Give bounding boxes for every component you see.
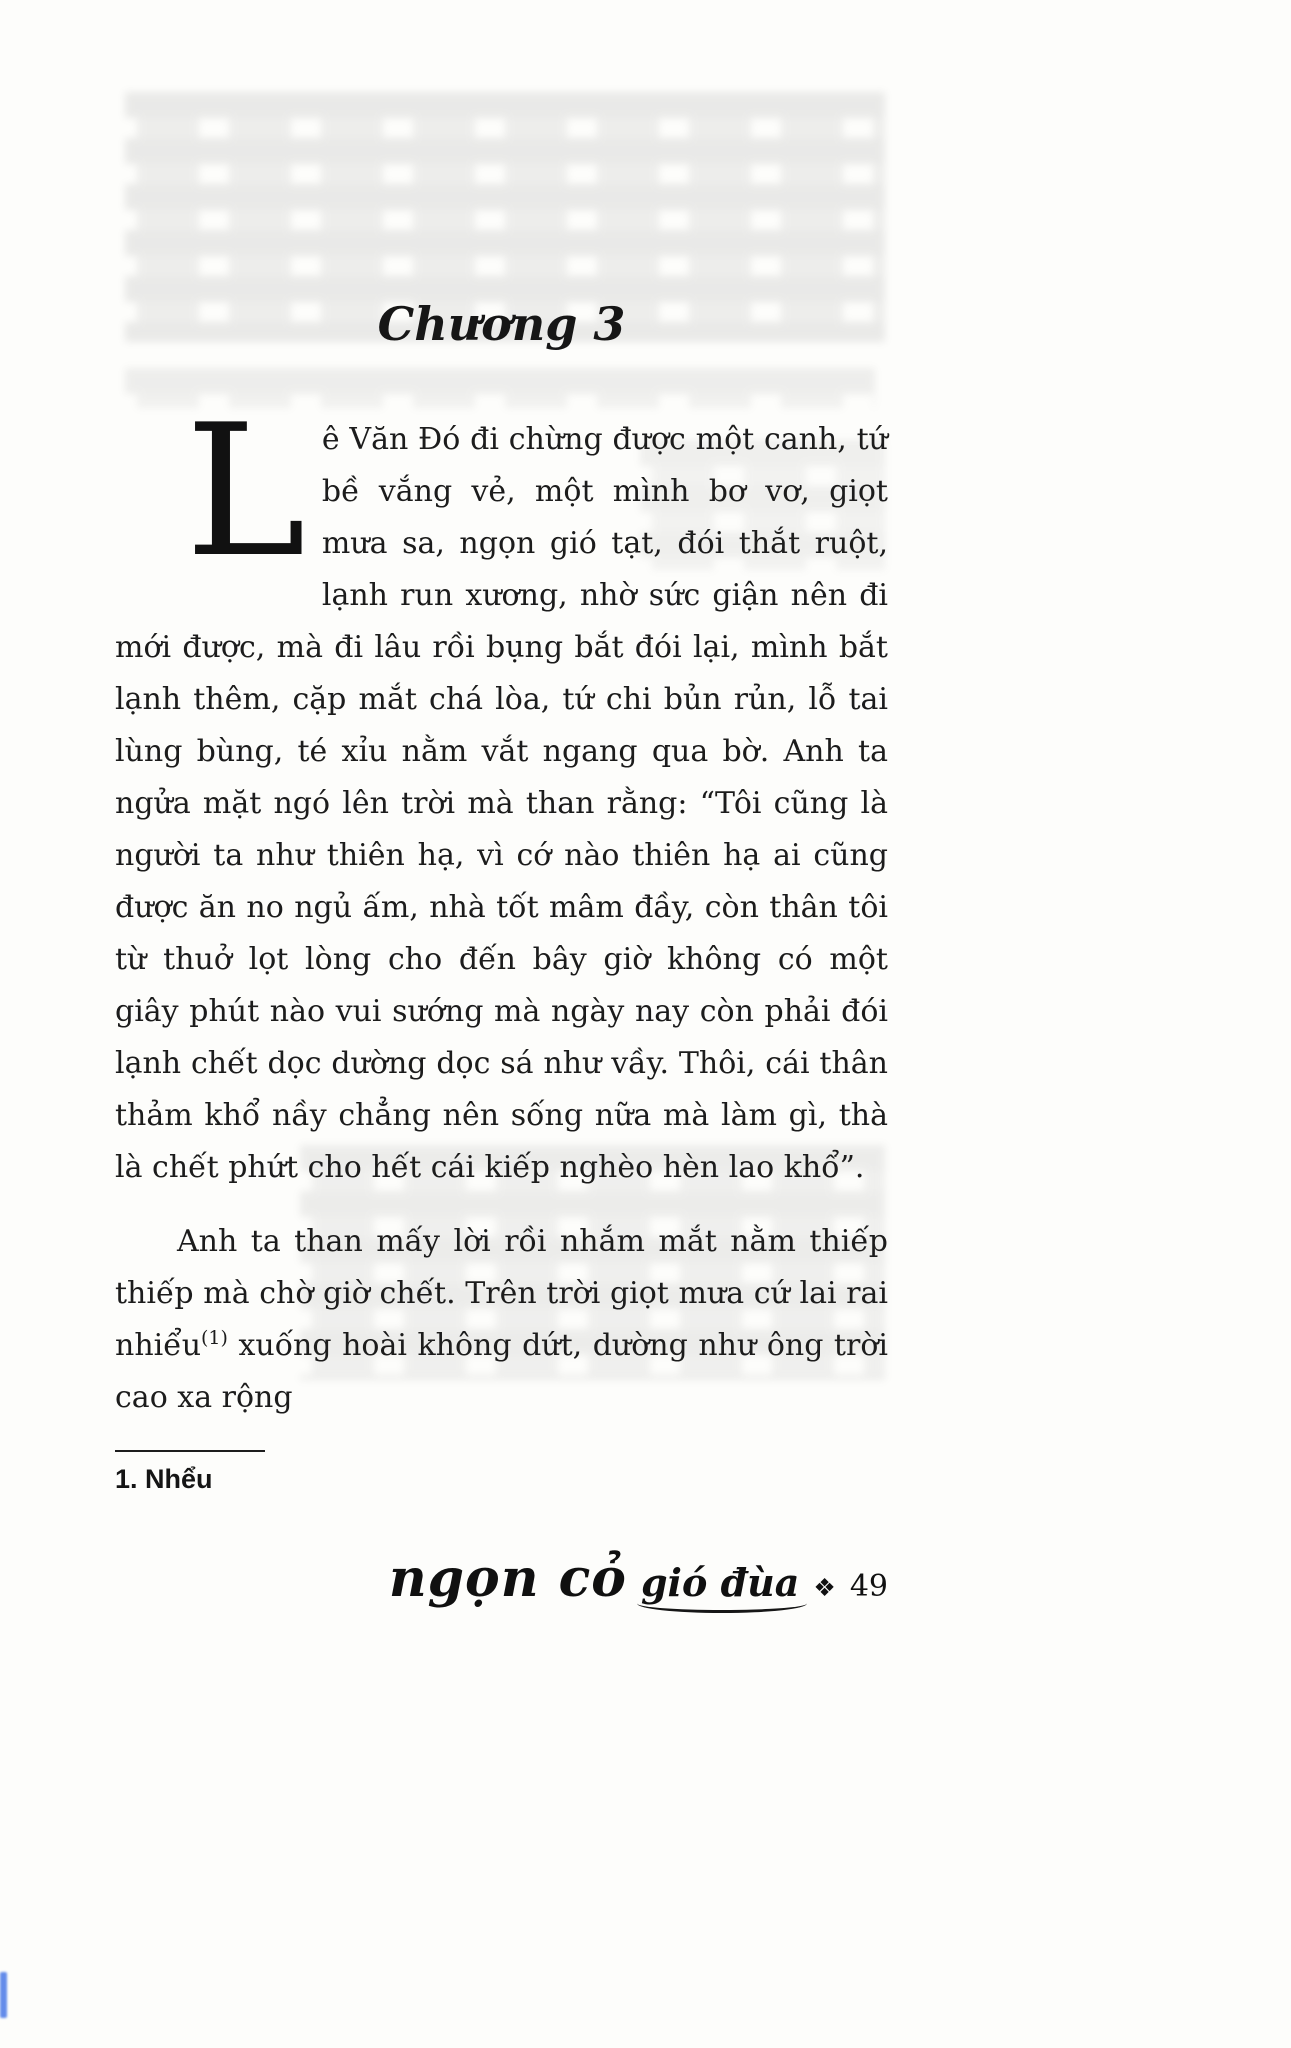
drop-cap: L	[185, 385, 306, 597]
paragraph-1-text: ê Văn Đó đi chừng được một canh, tứ bề vắng vẻ, một mình bơ vơ, giọt mưa sa, ngọn gió tạt, đói thắt ruột, lạnh run xương, nhờ sức giận nên đi mới được, mà đi lâu rồi bụng bắt đói lại, mình bắt lạnh thêm, cặp mắt chá lòa, tứ chi bủn rủn, lỗ tai lùng bùng, té xỉu nằm vắt ngang qua bờ. Anh ta ngửa mặt ngó lên trời mà than rằng: “Tôi cũng là người ta như thiên hạ, vì cớ nào thiên hạ ai cũng được ăn no ngủ ấm, nhà tốt mâm đầy, còn thân tôi từ thuở lọt lòng cho đến bây giờ không có một giây phút nào vui sướng mà ngày nay còn phải đói lạnh chết dọc dường dọc sá như vầy. Thôi, cái thân thảm khổ nầy chẳng nên sống nữa mà làm gì, thà là chết phứt cho hết cái kiếp nghèo hèn lao khổ”.	[115, 422, 888, 1185]
page-body	[115, 385, 888, 1424]
book-title-script: ngọn cỏ	[388, 1548, 627, 1609]
paragraph-2-text-after: xuống hoài không dứt, dường như ông trời cao xa rộng	[115, 1328, 888, 1415]
underline-swash	[637, 1594, 807, 1613]
diamond-separator-icon: ❖	[813, 1573, 836, 1602]
footnote-text: 1. Nhểu	[115, 1464, 213, 1494]
footnote-marker: (1)	[201, 1327, 228, 1349]
scan-artifact-blue	[0, 1972, 7, 2018]
footnote-divider	[115, 1450, 265, 1452]
footnote-block	[115, 1450, 888, 1496]
paragraph-2	[115, 1216, 888, 1424]
book-title-script-2-text: gió đùa	[640, 1560, 800, 1605]
page-footer	[115, 1548, 888, 1609]
page-number: 49	[849, 1569, 888, 1604]
book-title-script-2	[641, 1560, 799, 1605]
chapter-title: Chương 3	[377, 297, 626, 351]
paragraph-2-text: Anh ta than mấy lời rồi nhắm mắt nằm thiếp thiếp mà chờ giờ chết. Trên trời giọt mưa cứ lai rai nhiểu	[115, 1224, 888, 1363]
paragraph-1	[115, 385, 888, 1194]
